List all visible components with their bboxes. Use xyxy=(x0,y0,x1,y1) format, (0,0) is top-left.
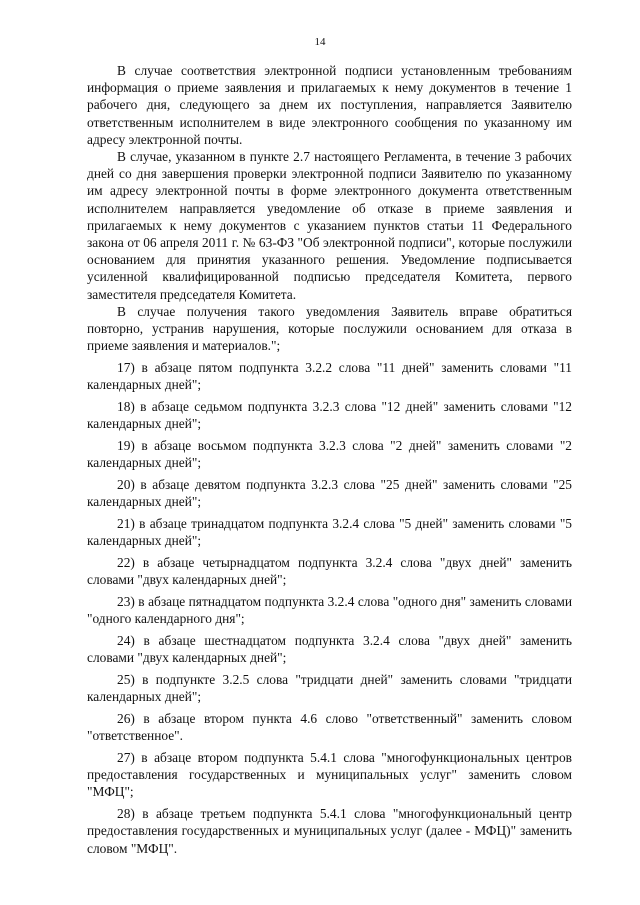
amendment-item-24: 24) в абзаце шестнадцатом подпункта 3.2.4 слова "двух дней" заменить словами "двух календарных дней"; xyxy=(87,633,572,666)
amendment-item-27: 27) в абзаце втором подпункта 5.4.1 слова "многофункциональных центров предоставления государственных и муниципальных услуг" заменить словом "МФЦ"; xyxy=(87,750,572,800)
amendment-item-25: 25) в подпункте 3.2.5 слова "тридцати дней" заменить словами "тридцати календарных дней"; xyxy=(87,672,572,705)
amendment-item-20: 20) в абзаце девятом подпункта 3.2.3 слова "25 дней" заменить словами "25 календарных дней"; xyxy=(87,477,572,510)
amendment-item-23: 23) в абзаце пятнадцатом подпункта 3.2.4 слова "одного дня" заменить словами "одного календарного дня"; xyxy=(87,594,572,627)
amendment-item-18: 18) в абзаце седьмом подпункта 3.2.3 слова "12 дней" заменить словами "12 календарных дней"; xyxy=(87,399,572,432)
document-body xyxy=(87,62,572,857)
amendment-item-21: 21) в абзаце тринадцатом подпункта 3.2.4 слова "5 дней" заменить словами "5 календарных дней"; xyxy=(87,516,572,549)
amendment-item-19: 19) в абзаце восьмом подпункта 3.2.3 слова "2 дней" заменить словами "2 календарных дней"; xyxy=(87,438,572,471)
paragraph-repeat-application: В случае получения такого уведомления Заявитель вправе обратиться повторно, устранив нарушения, которые послужили основанием для отказа в приеме заявления и материалов."; xyxy=(87,303,572,354)
paragraph-refusal-notice: В случае, указанном в пункте 2.7 настоящего Регламента, в течение 3 рабочих дней со дня завершения проверки электронной подписи Заявителю по указанному им адресу электронной почты в форме электронного документа ответственным исполнителем направляется уведомление об отказе в приеме заявления и прилагаемых к нему документов с указанием пунктов статьи 11 Федерального закона от 06 апреля 2011 г. № 63-ФЗ "Об электронной подписи", которые послужили основанием для принятия указанного решения. Уведомление подписывается усиленной квалифицированной подписью председателя Комитета, первого заместителя председателя Комитета. xyxy=(87,149,572,302)
amendment-item-28: 28) в абзаце третьем подпункта 5.4.1 слова "многофункциональный центр предоставления государственных и муниципальных услуг (далее - МФЦ)" заменить словом "МФЦ". xyxy=(87,806,572,856)
amendment-item-26: 26) в абзаце втором пункта 4.6 слово "ответственный" заменить словом "ответственное". xyxy=(87,711,572,744)
paragraph-electronic-signature-valid: В случае соответствия электронной подписи установленным требованиям информация о приеме заявления и прилагаемых к нему документов в течение 1 рабочего дня, следующего за днем их поступления, направляется Заявителю ответственным исполнителем в виде электронного сообщения по указанному им адресу электронной почты. xyxy=(87,63,572,147)
page-number: 14 xyxy=(314,36,326,48)
amendment-item-17: 17) в абзаце пятом подпункта 3.2.2 слова "11 дней" заменить словами "11 календарных дней"; xyxy=(87,360,572,393)
amendment-item-22: 22) в абзаце четырнадцатом подпункта 3.2.4 слова "двух дней" заменить словами "двух календарных дней"; xyxy=(87,555,572,588)
